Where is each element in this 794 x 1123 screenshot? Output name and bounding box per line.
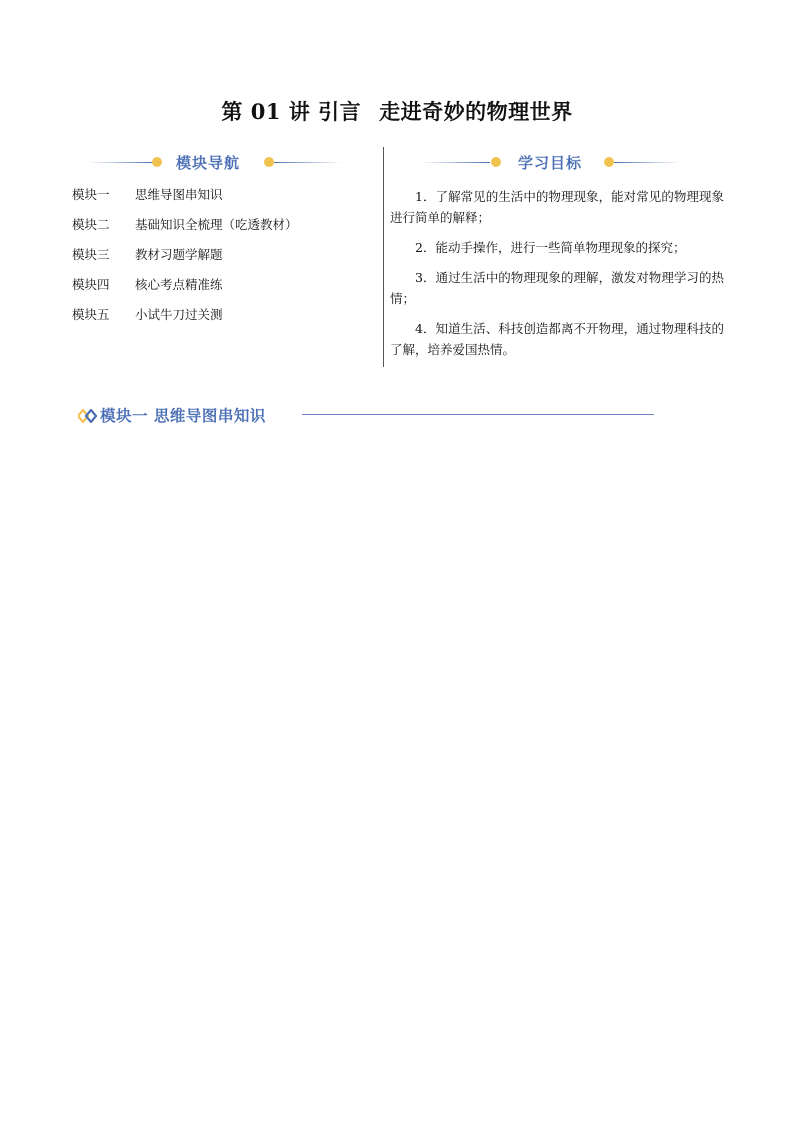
header-line-right xyxy=(614,162,680,163)
module-list-item[interactable] xyxy=(72,239,362,269)
page-title xyxy=(0,96,794,126)
module-one-rule xyxy=(302,414,654,415)
module-one-section-header xyxy=(78,404,578,426)
module-list-item[interactable] xyxy=(72,269,362,299)
module-navigation xyxy=(72,150,362,329)
learning-goals-title: 学习目标 xyxy=(518,154,583,172)
module-text: 思维导图串知识 xyxy=(135,187,223,202)
goal-item: 3．通过生活中的物理现象的理解，激发对物理学习的热情； xyxy=(390,270,724,306)
module-text: 教材习题学解题 xyxy=(135,247,223,262)
lesson-number: 第 01 讲 引言 xyxy=(221,99,362,124)
module-text: 核心考点精准练 xyxy=(135,277,223,292)
module-navigation-title: 模块导航 xyxy=(176,154,241,172)
learning-goals xyxy=(390,150,724,369)
module-text: 基础知识全梳理（吃透教材） xyxy=(135,217,298,232)
module-key: 模块二 xyxy=(72,217,110,232)
header-line-right xyxy=(274,162,342,163)
column-divider xyxy=(383,147,384,367)
bullet-dot-icon xyxy=(604,157,614,167)
goal-item: 4．知道生活、科技创造都离不开物理，通过物理科技的了解，培养爱国热情。 xyxy=(390,321,724,357)
goal-list xyxy=(390,186,724,360)
bullet-dot-icon xyxy=(264,157,274,167)
bullet-dot-icon xyxy=(491,157,501,167)
header-line-left xyxy=(88,162,154,163)
goal-item: 2．能动手操作，进行一些简单物理现象的探究； xyxy=(415,240,686,255)
bullet-dot-icon xyxy=(152,157,162,167)
goal-item: 1．了解常见的生活中的物理现象，能对常见的物理现象进行简单的解释； xyxy=(390,189,724,225)
header-line-left xyxy=(420,162,490,163)
learning-goals-header xyxy=(390,150,724,176)
module-key: 模块三 xyxy=(72,247,110,262)
module-list xyxy=(72,179,362,329)
double-diamond-icon xyxy=(78,408,98,427)
lesson-title: 走进奇妙的物理世界 xyxy=(379,99,573,124)
module-key: 模块一 xyxy=(72,187,110,202)
module-one-title: 模块一 思维导图串知识 xyxy=(100,407,266,425)
module-list-item[interactable] xyxy=(72,209,362,239)
module-text: 小试牛刀过关测 xyxy=(135,307,223,322)
module-list-item[interactable] xyxy=(72,299,362,329)
module-key: 模块五 xyxy=(72,307,110,322)
module-list-item[interactable] xyxy=(72,179,362,209)
module-navigation-header xyxy=(72,150,362,176)
module-key: 模块四 xyxy=(72,277,110,292)
